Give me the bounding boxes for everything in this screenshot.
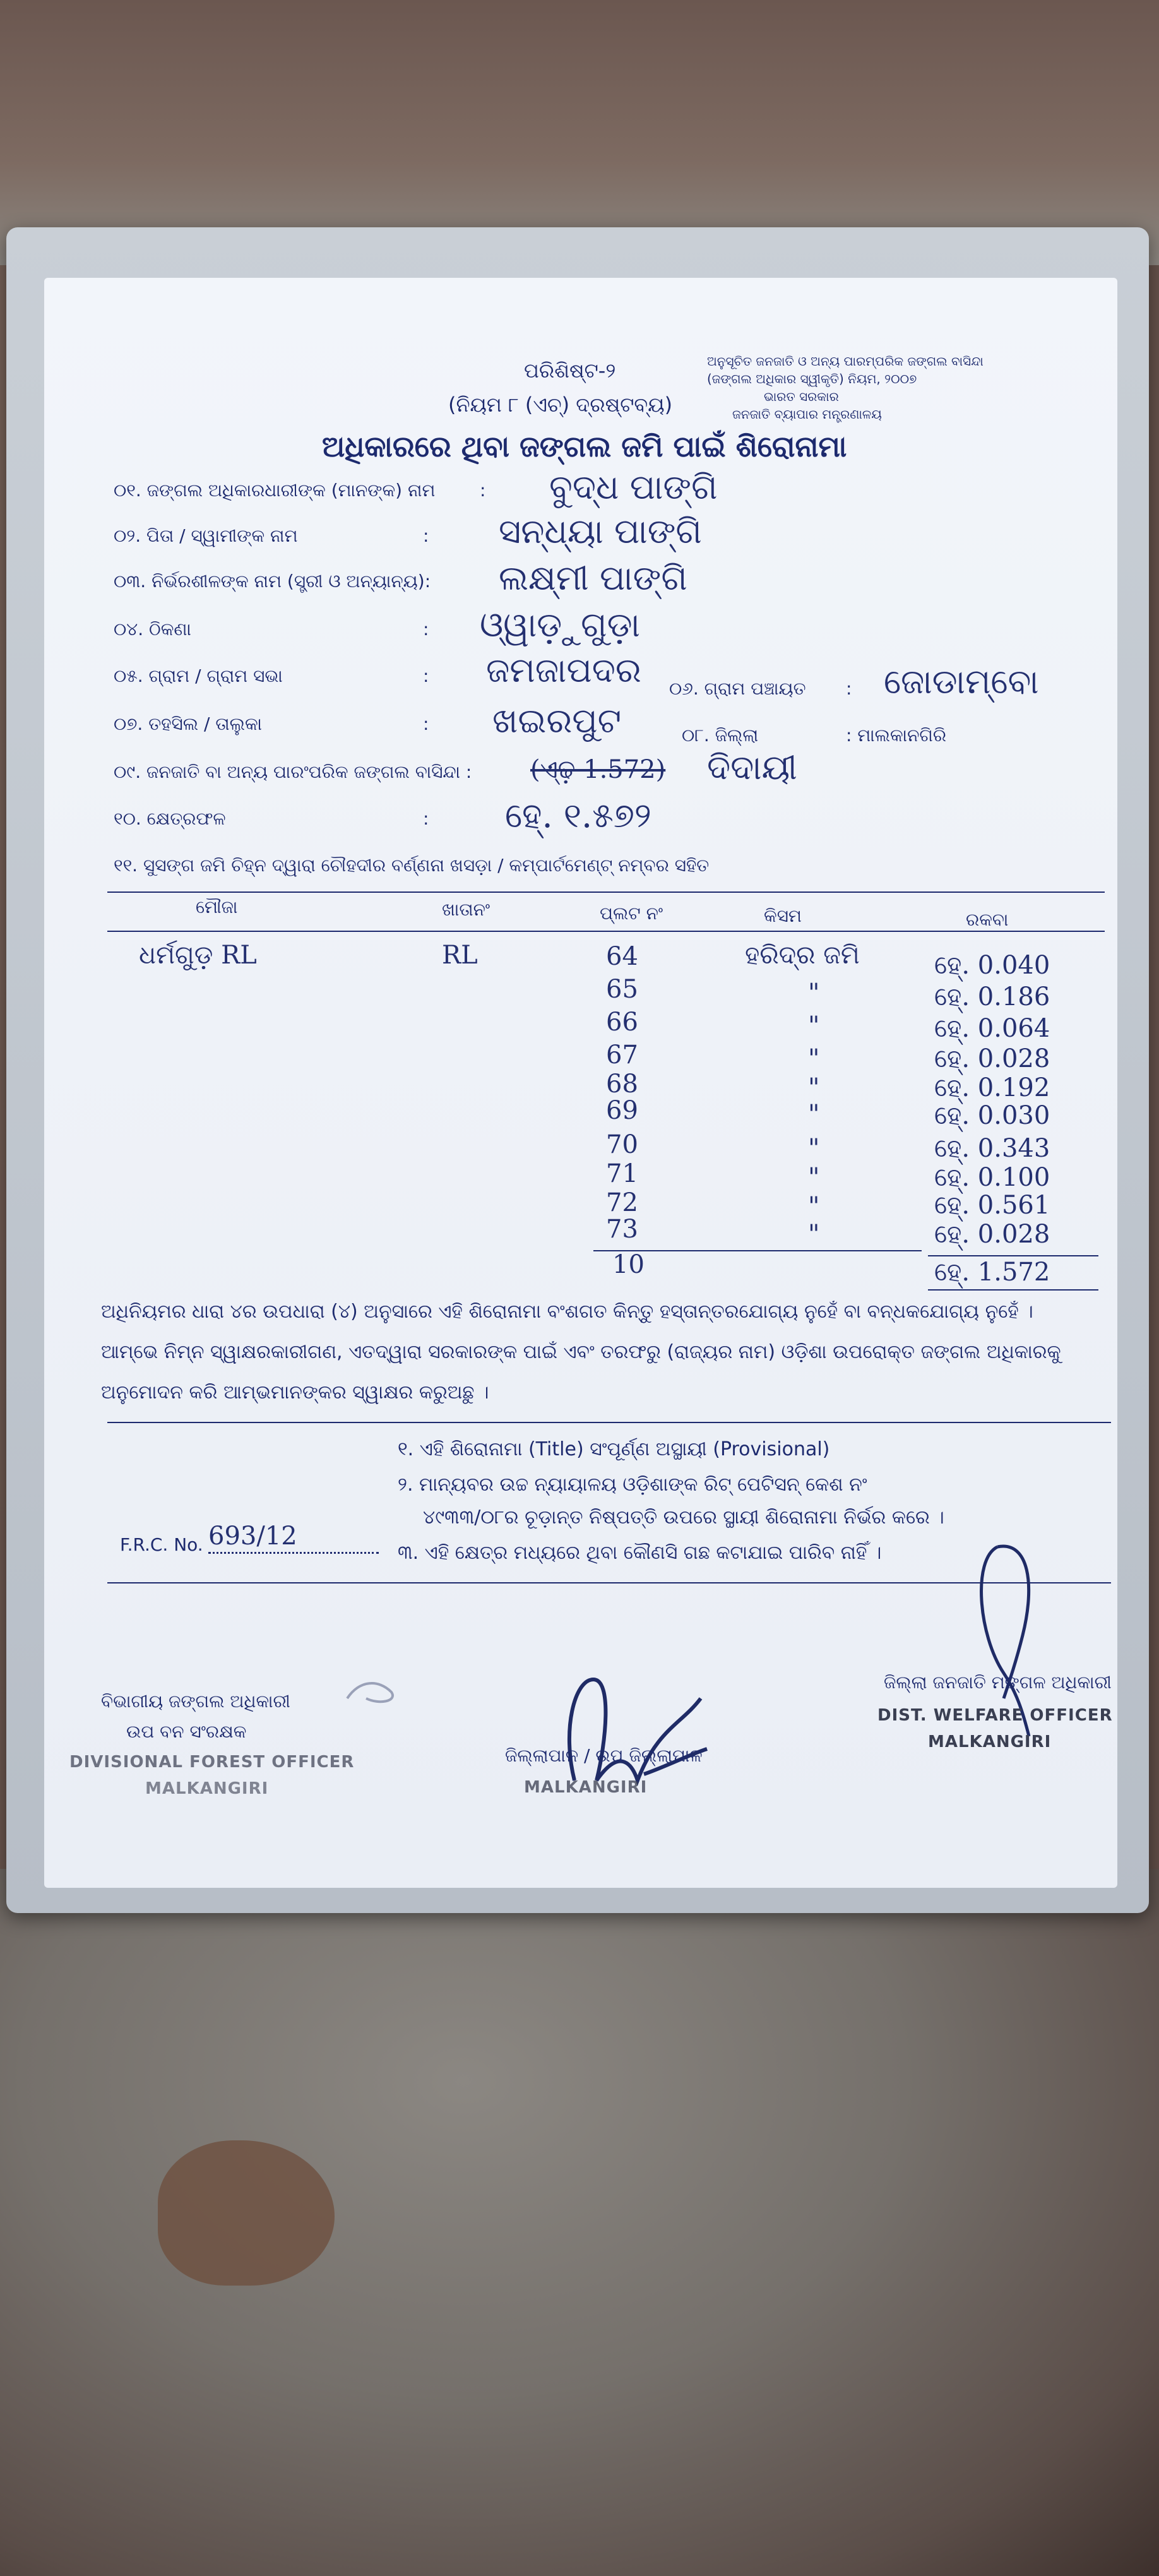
frc-label: F.R.C. No.	[120, 1534, 203, 1555]
dfo-stamp: DIVISIONAL FOREST OFFICER	[69, 1753, 355, 1772]
annex-label: ପରିଶିଷ୍ଟ-୨	[524, 359, 616, 383]
table-cell-plot: 71	[606, 1159, 638, 1188]
table-header-khata: ଖାତାନଂ	[442, 899, 490, 920]
field-value-father-name: ସନ୍ଧ୍ୟା ପାଙ୍ଗି	[499, 511, 702, 551]
table-cell-plot: 64	[606, 942, 638, 971]
field-label: ୦୯. ଜନଜାତି ବା ଅନ୍ୟ ପାରଂପରିକ ଜଙ୍ଗଲ ବାସିନ୍ଦା :	[114, 761, 472, 782]
field-value-area: ହେ୍. ୧.୫୭୨	[505, 796, 651, 835]
collector-title: ଜିଲ୍ଲାପାଳ / ଉପ ଜିଲ୍ଲାପାଳ	[505, 1745, 703, 1766]
struck-out-entry: (ଏ୍ଢ଼ 1.572)	[530, 755, 666, 784]
header-line: ଅନୁସୂଚିତ ଜନଜାତି ଓ ଅନ୍ୟ ପାରମ୍ପରିକ ଜଙ୍ଗଲ ବାସିନ୍ଦା	[707, 354, 984, 369]
table-cell-area: ହେ୍. 0.064	[934, 1014, 1050, 1043]
note-1: ୧. ଏହି ଶିରୋନାମା (Title) ସଂପୂର୍ଣ୍ଣ ଅସ୍ଥାୟୀ (Provisional)	[398, 1438, 830, 1460]
table-cell-kisam: "	[808, 1163, 820, 1192]
table-header-kisam: କିସମ	[764, 905, 802, 926]
table-cell-area: ହେ୍. 0.561	[934, 1191, 1050, 1220]
declaration-paragraph	[101, 1292, 1111, 1413]
table-rule-header	[107, 931, 1105, 932]
note-3: ୩. ଏହି କ୍ଷେତ୍ର ମଧ୍ୟରେ ଥିବା କୌଣସି ଗଛ କଟାଯାଇ ପାରିବ ନାହିଁ ।	[398, 1542, 882, 1564]
declaration-line: ଅଧିନିୟମର ଧାରା ୪ର ଉପଧାରା (୪) ଅନୁସାରେ ଏହି ଶିରୋନାମା ବଂଶଗତ କିନ୍ତୁ ହସ୍ତାନ୍ତରଯୋଗ୍ୟ ନୁହେଁ ବା ବନ୍ଧକଯୋଗ୍ୟ ନୁହେଁ ।	[101, 1301, 1033, 1323]
field-value-holder-name: ବୁଦ୍ଧ ପାଙ୍ଗି	[549, 467, 718, 507]
table-header-area: ରକବା	[966, 909, 1009, 930]
table-caption: ୧୧. ସୁସଙ୍ଗ ଜମି ଚିହ୍ନ ଦ୍ୱାରା ଚୌହଦୀର ବର୍ଣ୍ଣନା ଖସଡ଼ା / କମ୍ପାର୍ଟମେଣ୍ଟ୍ ନମ୍ବର ସହିତ	[114, 855, 710, 876]
field-colon: :	[846, 678, 852, 699]
field-label: ୦୮. ଜିଲ୍ଲା	[682, 725, 759, 746]
field-label: ୧୦. କ୍ଷେତ୍ରଫଳ	[114, 808, 226, 829]
table-cell-kisam: "	[808, 1044, 820, 1073]
welfare-officer-title: ଜିଲ୍ଲା ଜନଜାତି ମଙ୍ଗଳ ଅଧିକାରୀ	[884, 1672, 1112, 1693]
table-cell-kisam: "	[808, 979, 820, 1008]
frc-number: 693/12	[208, 1522, 297, 1551]
table-cell-plot: 70	[606, 1130, 638, 1159]
field-colon: :	[423, 808, 429, 829]
table-cell-plot: 72	[606, 1188, 638, 1217]
table-cell-area: ହେ୍. 0.100	[934, 1163, 1050, 1192]
table-cell-plot: 69	[606, 1096, 638, 1125]
table-rule-top	[107, 891, 1105, 893]
field-label: ୦୬. ଗ୍ରାମ ପଞ୍ଚାୟତ	[669, 678, 806, 699]
table-cell-khata: RL	[442, 941, 478, 970]
collector-stamp: MALKANGIRI	[524, 1778, 648, 1797]
note-2: ୨. ମାନ୍ୟବର ଉଚ୍ଚ ନ୍ୟାୟାଳୟ ଓଡ଼ିଶାଙ୍କ ରିଟ୍ ପେଟିସନ୍ କେଶ ନଂ	[398, 1474, 867, 1496]
document-title: ଅଧିକାରରେ ଥିବା ଜଙ୍ଗଲ ଜମି ପାଇଁ ଶିରୋନାମା	[322, 429, 847, 463]
table-cell-area: ହେ୍. 0.186	[934, 982, 1050, 1011]
title-document	[44, 278, 1117, 1888]
table-cell-kisam: "	[808, 1220, 820, 1249]
field-value-village: ଜମଜାପଦର	[486, 650, 641, 690]
table-cell-kisam: "	[808, 1192, 820, 1221]
separator-rule	[107, 1422, 1111, 1423]
field-colon: :	[423, 713, 429, 734]
field-label: ୦୫. ଗ୍ରାମ / ଗ୍ରାମ ସଭା	[114, 665, 283, 686]
table-header-mouza: ମୌଜା	[196, 897, 238, 917]
header-top-right	[707, 352, 984, 423]
table-cell-area: ହେ୍. 0.030	[934, 1101, 1050, 1130]
field-label: ୦୩. ନିର୍ଭରଶୀଳଙ୍କ ନାମ (ସ୍ତ୍ରୀ ଓ ଅନ୍ୟାନ୍ୟ):	[114, 571, 431, 592]
table-cell-kisam: "	[808, 1100, 820, 1129]
field-colon: :	[423, 665, 429, 686]
field-label: ୦୭. ତହସିଲ / ତାଲୁକା	[114, 713, 263, 734]
field-colon: :	[423, 525, 429, 546]
table-cell-area: ହେ୍. 0.028	[934, 1044, 1050, 1073]
table-header-plot: ପ୍ଲଟ ନଂ	[600, 903, 663, 924]
field-colon: :	[423, 619, 429, 640]
table-cell-plot: 73	[606, 1215, 638, 1244]
table-cell-plot: 65	[606, 975, 638, 1004]
table-cell-kisam: "	[808, 1134, 820, 1163]
welfare-officer-stamp-location: MALKANGIRI	[928, 1732, 1052, 1751]
table-cell-plot: 67	[606, 1041, 638, 1070]
field-label: ୦୪. ଠିକଣା	[114, 619, 191, 640]
rule-reference: (ନିୟମ ୮ (ଏଚ୍) ଦ୍ରଷ୍ଟବ୍ୟ)	[448, 393, 673, 417]
note-2-cont: ୪୯୩୩/୦୮ର ଚୂଡ଼ାନ୍ତ ନିଷ୍ପତ୍ତି ଉପରେ ସ୍ଥାୟୀ ଶିରୋନାମା ନିର୍ଭର କରେ ।	[423, 1506, 944, 1529]
dfo-subtitle: ଉପ ବନ ସଂରକ୍ଷକ	[126, 1721, 247, 1742]
field-value-dependents: ଲକ୍ଷ୍ମୀ ପାଙ୍ଗି	[499, 558, 687, 598]
dfo-stamp-location: MALKANGIRI	[145, 1779, 269, 1798]
total-rule	[928, 1255, 1098, 1256]
table-cell-kisam: "	[808, 1011, 820, 1041]
field-value-tribe: ଦିଦାୟୀ	[707, 748, 797, 787]
table-cell-area: ହେ୍. 0.192	[934, 1073, 1050, 1102]
header-line: (ଜଙ୍ଗଲ ଅଧିକାର ସ୍ୱୀକୃତି) ନିୟମ, ୨୦୦୭	[707, 371, 917, 386]
total-rule-bottom	[928, 1289, 1098, 1291]
field-label: ୦୧. ଜଙ୍ଗଲ ଅଧିକାରଧାରୀଙ୍କ (ମାନଙ୍କ) ନାମ	[114, 480, 436, 501]
field-value-address: ଓ୍ୱାଡ଼ୁଗୁଡ଼ା	[480, 605, 640, 645]
table-cell-mouza: ଧର୍ମଗୁଡ଼ RL	[139, 941, 257, 970]
table-total-area: ହେ୍. 1.572	[934, 1258, 1050, 1287]
header-line: ଜନଜାତି ବ୍ୟାପାର ମନ୍ତ୍ରଣାଳୟ	[732, 407, 882, 422]
dfo-initial-mark	[341, 1667, 417, 1717]
frc-dotted-line	[208, 1552, 379, 1554]
table-cell-plot: 68	[606, 1070, 638, 1099]
table-cell-area: ହେ୍. 0.028	[934, 1220, 1050, 1249]
dfo-title: ବିଭାଗୀୟ ଜଙ୍ଗଲ ଅଧିକାରୀ	[101, 1691, 290, 1712]
field-value-gram-panchayat: ଜୋଡାମ୍ବୋ	[884, 662, 1039, 701]
table-cell-kisam: "	[808, 1073, 820, 1102]
declaration-line: ଆମ୍ଭେ ନିମ୍ନ ସ୍ୱାକ୍ଷରକାରୀଗଣ, ଏତଦ୍ୱାରା ସରକାରଙ୍କ ପାଇଁ ଏବଂ ତରଫରୁ (ରାଜ୍ୟର ନାମ) ଓଡ଼ିଶା ଉପରୋକ୍ତ ଜଙ୍ଗଲ ଅଧିକାରକୁ	[101, 1341, 1061, 1363]
table-cell-plot: 66	[606, 1008, 638, 1037]
table-total-plots: 10	[612, 1250, 645, 1279]
rock-background-top	[0, 0, 1159, 265]
field-label: ୦୨. ପିତା / ସ୍ୱାମୀଙ୍କ ନାମ	[114, 525, 298, 546]
table-cell-kisam: ହରିଦ୍ର ଜମି	[745, 941, 860, 970]
field-value-tehsil: ଖଇରପୁଟ	[492, 701, 622, 741]
welfare-officer-stamp: DIST. WELFARE OFFICER	[877, 1706, 1113, 1725]
field-value-district: : ମାଲକାନଗିରି	[846, 725, 947, 746]
table-cell-area: ହେ୍. 0.040	[934, 951, 1050, 980]
field-colon: :	[480, 480, 486, 501]
table-cell-area: ହେ୍. 0.343	[934, 1134, 1050, 1163]
declaration-line: ଅନୁମୋଦନ କରି ଆମ୍ଭମାନଙ୍କର ସ୍ୱାକ୍ଷର କରୁଅଛୁ ।	[101, 1381, 489, 1404]
header-line: ଭାରତ ସରକାର	[764, 389, 839, 404]
